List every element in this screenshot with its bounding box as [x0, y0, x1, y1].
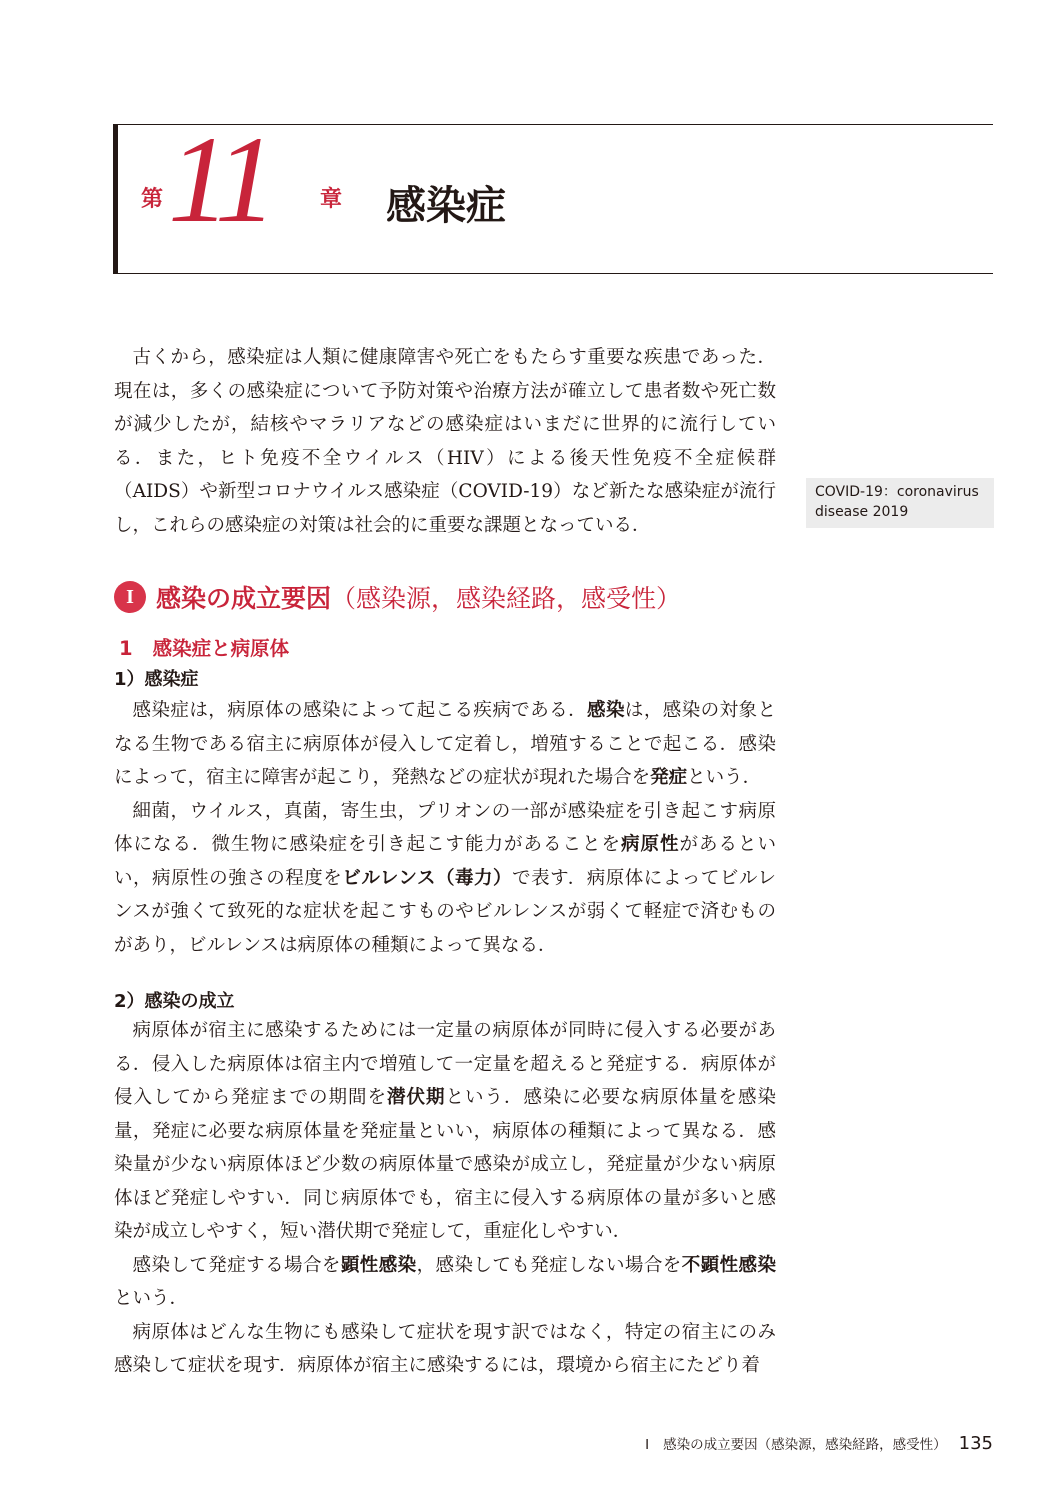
text: 感染症は，病原体の感染によって起こる疾病である． [132, 700, 588, 721]
chapter-suffix: 章 [320, 187, 343, 212]
page-footer [645, 1433, 993, 1454]
sidenote-covid [806, 478, 994, 528]
chapter-prefix: 第 [141, 187, 164, 212]
text: は，感染の対象となる生物である宿主に病原体が侵入して定着し，増殖することで起こる．感染によって，宿主に障害が起こり，発熱などの症状が現れた場合を [114, 700, 776, 788]
footer-running-title: 感染の成立要因（感染源，感染経路，感受性） [663, 1437, 947, 1453]
paragraph [114, 1014, 776, 1249]
section-title [156, 579, 681, 615]
text: という．感染に必要な病原体量を感染量，発症に必要な病原体量を発症量といい，病原体の種類によって異なる．感染量が少ない病原体ほど少数の病原体量で感染が成立し，発症量が少ない病原体ほど発症しやすい．同じ病原体でも，宿主に侵入する病原体の量が多いと感染が成立しやすく，短い潜伏期で発症して，重症化しやすい． [114, 1087, 776, 1242]
section-heading [114, 579, 681, 615]
term-pathogenicity: 病原性 [620, 834, 680, 855]
term-kansen: 感染 [587, 700, 625, 721]
section-badge: I [114, 581, 146, 613]
chapter-number: 11 [168, 111, 271, 248]
paragraph [114, 1249, 776, 1316]
term-apparent-infection: 顕性感染 [340, 1254, 417, 1276]
text: 細菌，ウイルス，真菌，寄生虫，プリオンの一部が感染症を引き起こす病原体になる．微生物に感染症を引き起こす能力があることを [114, 800, 776, 855]
paragraph: 病原体はどんな生物にも感染して症状を現す訳ではなく，特定の宿主にのみ感染して症状を現す．病原体が宿主に感染するには，環境から宿主にたどり着 [114, 1321, 776, 1376]
text: という． [687, 767, 762, 788]
footer-section-label: I [645, 1437, 650, 1453]
page-number: 135 [958, 1433, 993, 1454]
term-virulence: ビルレンス（毒力） [342, 867, 513, 889]
subsection-number: 1 [119, 637, 133, 660]
text: 感染して発症する場合を [132, 1254, 341, 1276]
part2-block [114, 1014, 776, 1383]
section-title-sub: （感染源，感染経路，感受性） [331, 584, 682, 613]
chapter-title: 感染症 [386, 183, 506, 229]
term-inapparent-infection: 不顕性感染 [681, 1254, 776, 1276]
sidenote-definition: ：coronavirus disease 2019 [815, 484, 979, 520]
paragraph [114, 694, 776, 795]
intro-block [114, 341, 776, 542]
text: があるといい，病原性の強さの程度を [114, 834, 776, 889]
section-title-main: 感染の成立要因 [156, 584, 332, 613]
term-incubation: 潜伏期 [386, 1087, 446, 1108]
subsection-heading [119, 633, 289, 661]
term-hassho: 発症 [650, 767, 688, 788]
paragraph [114, 795, 776, 963]
text: 病原体が宿主に感染するためには一定量の病原体が同時に侵入する必要がある．侵入した病原体は宿主内で増殖して一定量を超えると発症する．病原体が侵入してから発症までの期間を [114, 1020, 776, 1108]
intro-paragraph: 古くから，感染症は人類に健康障害や死亡をもたらす重要な疾患であった．現在は，多くの感染症について予防対策や治療方法が確立して患者数や死亡数が減少したが，結核やマラリアなどの感染症はいまだに世界的に流行している．また，ヒト免疫不全ウイルス（HIV）による後天性免疫不全症候群（AIDS）や新型コロナウイルス感染症（COVID-19）など新たな感染症が流行し，これらの感染症の対策は社会的に重要な課題となっている． [114, 347, 776, 536]
heading-infection-establishment: 2）感染の成立 [114, 991, 235, 1012]
text: で表す．病原体によってビルレンスが強くて致死的な症状を起こすものやビルレンスが弱くて軽症で済むものがあり，ビルレンスは病原体の種類によって異なる． [114, 867, 776, 956]
text: という． [114, 1288, 189, 1309]
sidenote-term: COVID-19 [815, 484, 883, 500]
text: ，感染しても発症しない場合を [416, 1254, 682, 1276]
subsection-title: 感染症と病原体 [152, 637, 290, 660]
part1-block [114, 694, 776, 962]
heading-infection: 1）感染症 [114, 669, 199, 690]
